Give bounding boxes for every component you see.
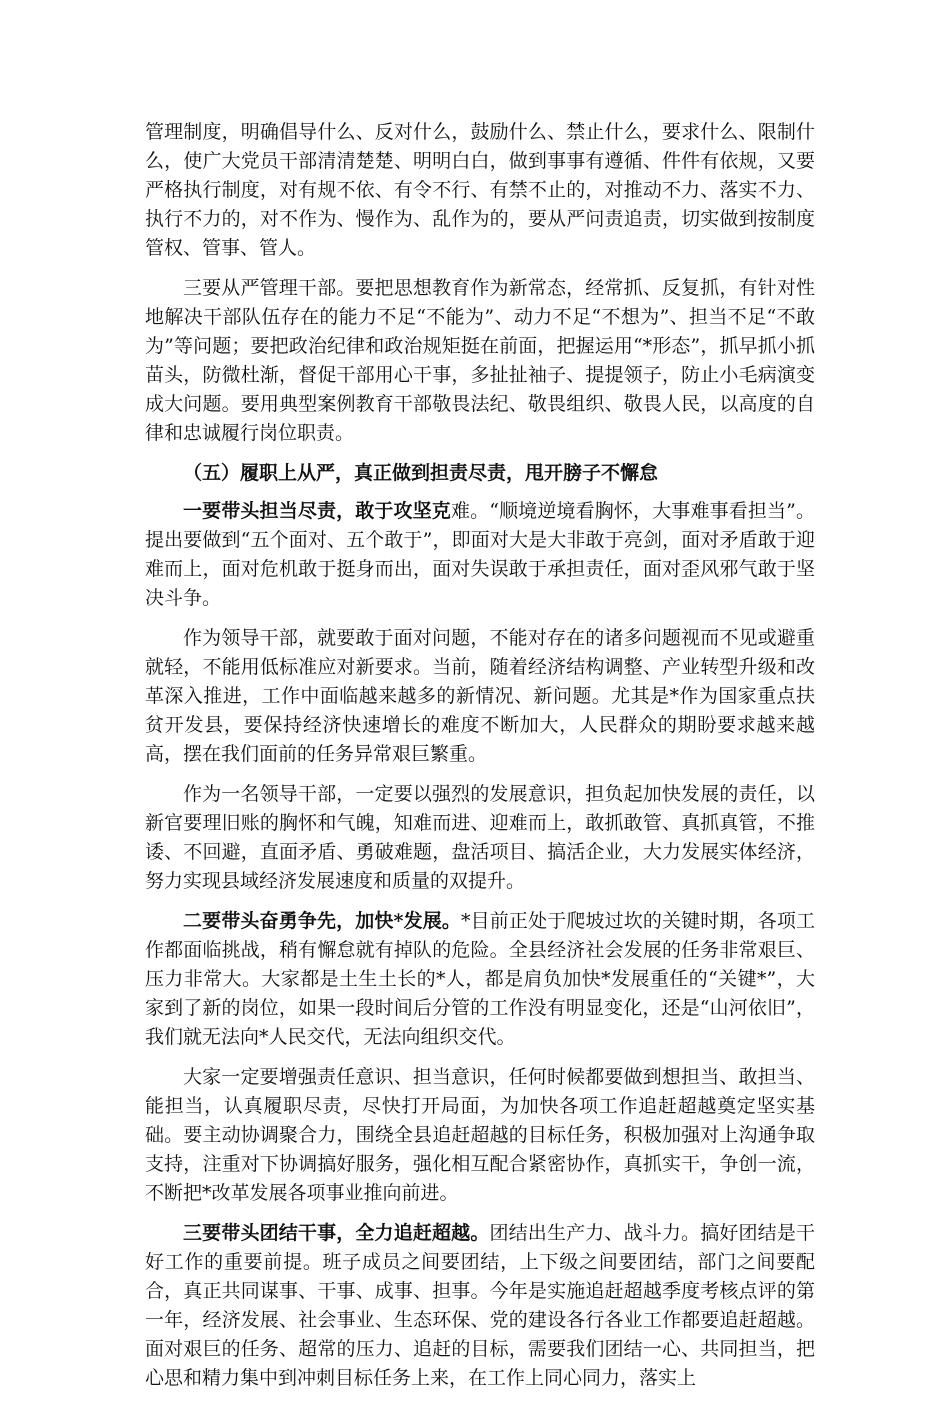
paragraph-face-problems: 作为领导干部，就要敢于面对问题，不能对存在的诸多问题视而不见或避重就轻，不能用低标准应对新要求。当前，随着经济结构调整、产业转型升级和改革深入推进，工作中面临越来越多的新情况、新问题。尤其是*作为国家重点扶贫开发县，要保持经济快速增长的难度不断加大，人民群众的期盼要求越来越高，摆在我们面前的任务异常艰巨繁重。	[145, 627, 815, 765]
paragraph-development-awareness: 作为一名领导干部，一定要以强烈的发展意识，担负起加快发展的责任，以新官要理旧账的胸怀和气魄，知难而进、迎难而上，敢抓敢管、真抓真管，不推诿、不回避，直面矛盾、勇破难题，盘活项目、搞活企业，大力发展实体经济，努力实现县域经济发展速度和质量的双提升。	[145, 783, 815, 892]
paragraph-unity	[145, 1219, 815, 1393]
paragraph-management-system: 管理制度，明确倡导什么、反对什么，鼓励什么、禁止什么，要求什么、限制什么，使广大党员干部清清楚楚、明明白白，做到事事有遵循、件件有依规，又要严格执行制度，对有规不依、有令不行、有禁不止的，对推动不力、落实不力、执行不力的，对不作为、慢作为、乱作为的，要从严问责追责，切实做到按制度管权、管事、管人。	[145, 121, 815, 259]
paragraph-strict-cadre-management: 三要从严管理干部。要把思想教育作为新常态，经常抓、反复抓，有针对性地解决干部队伍存在的能力不足“不能为”、动力不足“不想为”、担当不足“不敢为”等问题；要把政治纪律和政治规矩挺在前面，把握运用“*形态”，抓早抓小抓苗头，防微杜渐，督促干部用心干事，多扯扯袖子、提提领子，防止小毛病演变成大问题。要用典型案例教育干部敬畏法纪、敬畏组织、敬畏人民，以高度的自律和忠诚履行岗位职责。	[145, 277, 815, 444]
paragraph-body: 团结出生产力、战斗力。搞好团结是干好工作的重要前提。班子成员之间要团结，上下级之间要团结，部门之间要配合，真正共同谋事、干事、成事、担事。今年是实施追赶超越季度考核点评的第一年，经济发展、社会事业、生态环保、党的建设各行各业工作都要追赶超越。面对艰巨的任务、超常的压力、追赶的目标，需要我们团结一心、共同担当，把心思和精力集中到冲刺目标任务上来，在工作上同心同力，落实上	[145, 1222, 815, 1389]
document-page	[145, 118, 815, 1404]
paragraph-strive-forward	[145, 907, 815, 1052]
section-heading: （五）履职上从严，真正做到担责尽责，甩开膀子不懈怠	[183, 462, 659, 484]
paragraph-lead: 二要带头奋勇争先，加快*发展。	[183, 910, 462, 932]
paragraph-take-responsibility	[145, 497, 815, 613]
paragraph-body: *目前正处于爬坡过坎的关键时期，各项工作都面临挑战，稍有懈怠就有掉队的危险。全县经济社会发展的任务非常艰巨、压力非常大。大家都是土生土长的*人，都是肩负加快*发展重任的“关键*”，大家到了新的岗位，如果一段时间后分管的工作没有明显变化，还是“山河依旧”，我们就无法向*人民交代，无法向组织交代。	[145, 910, 815, 1048]
paragraph-responsibility-awareness: 大家一定要增强责任意识、担当意识，任何时候都要做到想担当、敢担当、能担当，认真履职尽责，尽快打开局面，为加快各项工作追赶超越奠定坚实基础。要主动协调聚合力，围绕全县追赶超越的目标任务，积极加强对上沟通争取支持，注重对下协调搞好服务，强化相互配合紧密协作，真抓实干，争创一流，不断把*改革发展各项事业推向前进。	[145, 1066, 815, 1204]
paragraph-lead: 一要带头担当尽责，敢于攻坚克	[183, 500, 451, 522]
paragraph-body: 难。“顺境逆境看胸怀，大事难事看担当”。提出要做到“五个面对、五个敢于”，即面对大是大非敢于亮剑，面对矛盾敢于迎难而上，面对危机敢于挺身而出，面对失误敢于承担责任，面对歪风邪气敢于坚决斗争。	[145, 500, 815, 609]
paragraph-lead: 三要带头团结干事，全力追赶超越。	[183, 1222, 490, 1244]
